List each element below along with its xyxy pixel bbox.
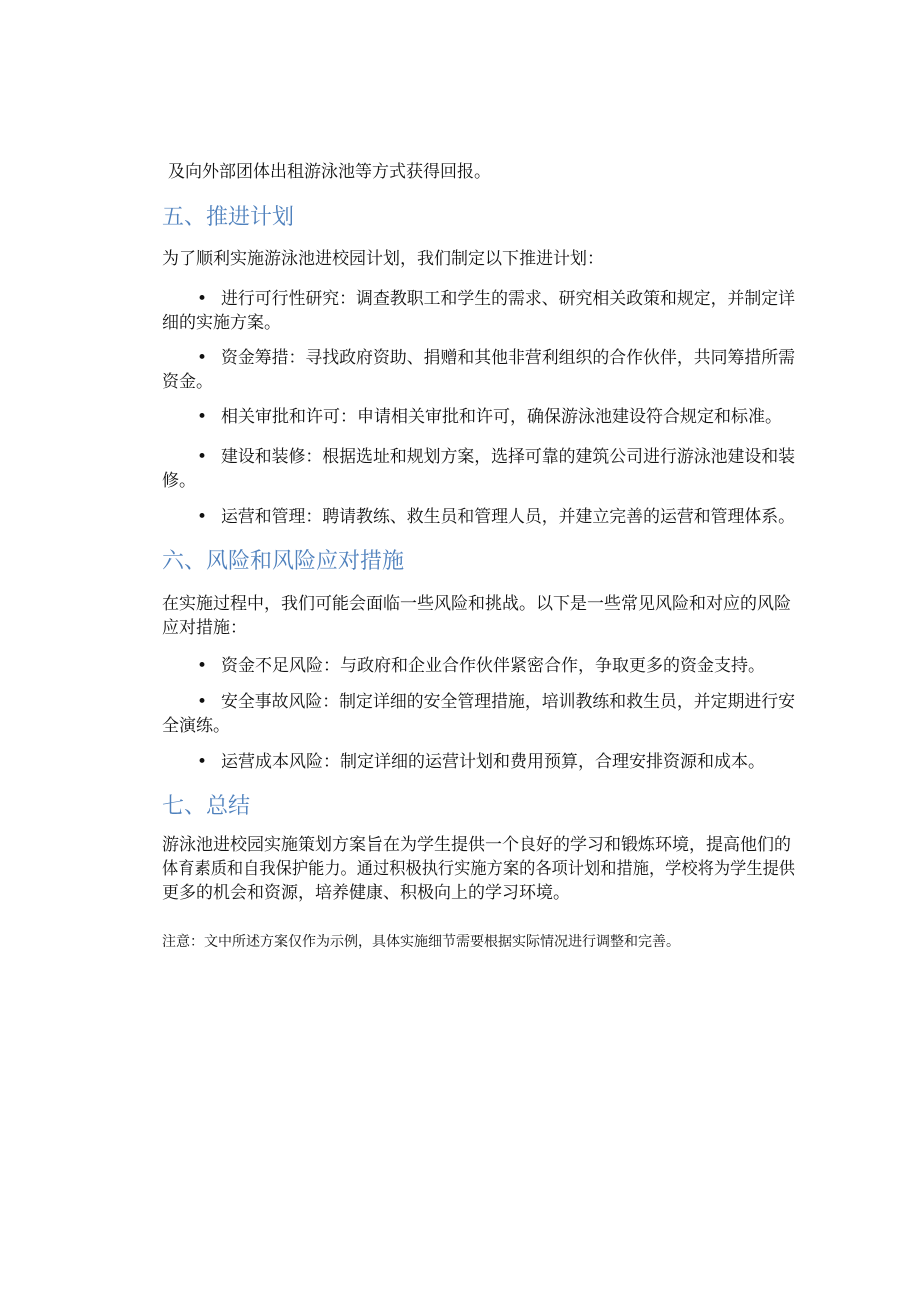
section-6-heading: 六、风险和风险应对措施 xyxy=(162,549,405,574)
bullet-marker: • xyxy=(197,407,208,427)
summary-paragraph: 更多的机会和资源，培养健康、积极向上的学习环境。 xyxy=(162,883,570,903)
list-item: 相关审批和许可：申请相关审批和许可，确保游泳池建设符合规定和标准。 xyxy=(221,407,782,427)
section-5-heading: 五、推进计划 xyxy=(162,205,295,230)
intro-tail-text: 及向外部团体出租游泳池等方式获得回报。 xyxy=(168,162,491,182)
bullet-marker: • xyxy=(197,447,208,467)
list-item: 安全事故风险：制定详细的安全管理措施，培训教练和救生员，并定期进行安 xyxy=(221,692,796,712)
section-6-intro: 在实施过程中，我们可能会面临一些风险和挑战。以下是一些常见风险和对应的风险 xyxy=(162,594,791,614)
summary-paragraph: 游泳池进校园实施策划方案旨在为学生提供一个良好的学习和锻炼环境，提高他们的 xyxy=(162,835,791,855)
bullet-marker: • xyxy=(197,656,208,676)
summary-paragraph: 体育素质和自我保护能力。通过积极执行实施方案的各项计划和措施，学校将为学生提供 xyxy=(162,859,796,879)
section-5-intro: 为了顺利实施游泳池进校园计划，我们制定以下推进计划： xyxy=(162,249,604,269)
list-item: 资金筹措：寻找政府资助、捐赠和其他非营利组织的合作伙伴，共同筹措所需 xyxy=(221,348,796,368)
list-item-continuation: 资金。 xyxy=(162,372,213,392)
list-item-continuation: 全演练。 xyxy=(162,716,230,736)
list-item-continuation: 细的实施方案。 xyxy=(162,313,281,333)
list-item-continuation: 修。 xyxy=(162,471,196,491)
list-item: 进行可行性研究：调查教职工和学生的需求、研究相关政策和规定，并制定详 xyxy=(221,289,796,309)
bullet-marker: • xyxy=(197,752,208,772)
list-item: 建设和装修：根据选址和规划方案，选择可靠的建筑公司进行游泳池建设和装 xyxy=(221,447,796,467)
section-6-intro-continuation: 应对措施： xyxy=(162,618,247,638)
bullet-marker: • xyxy=(197,692,208,712)
list-item: 运营和管理：聘请教练、救生员和管理人员，并建立完善的运营和管理体系。 xyxy=(221,507,796,527)
bullet-marker: • xyxy=(197,348,208,368)
bullet-marker: • xyxy=(197,289,208,309)
note-text: 注意：文中所述方案仅作为示例，具体实施细节需要根据实际情况进行调整和完善。 xyxy=(162,934,680,950)
list-item: 资金不足风险：与政府和企业合作伙伴紧密合作，争取更多的资金支持。 xyxy=(221,656,765,676)
list-item: 运营成本风险：制定详细的运营计划和费用预算，合理安排资源和成本。 xyxy=(221,752,765,772)
bullet-marker: • xyxy=(197,507,208,527)
section-7-heading: 七、总结 xyxy=(162,794,251,819)
